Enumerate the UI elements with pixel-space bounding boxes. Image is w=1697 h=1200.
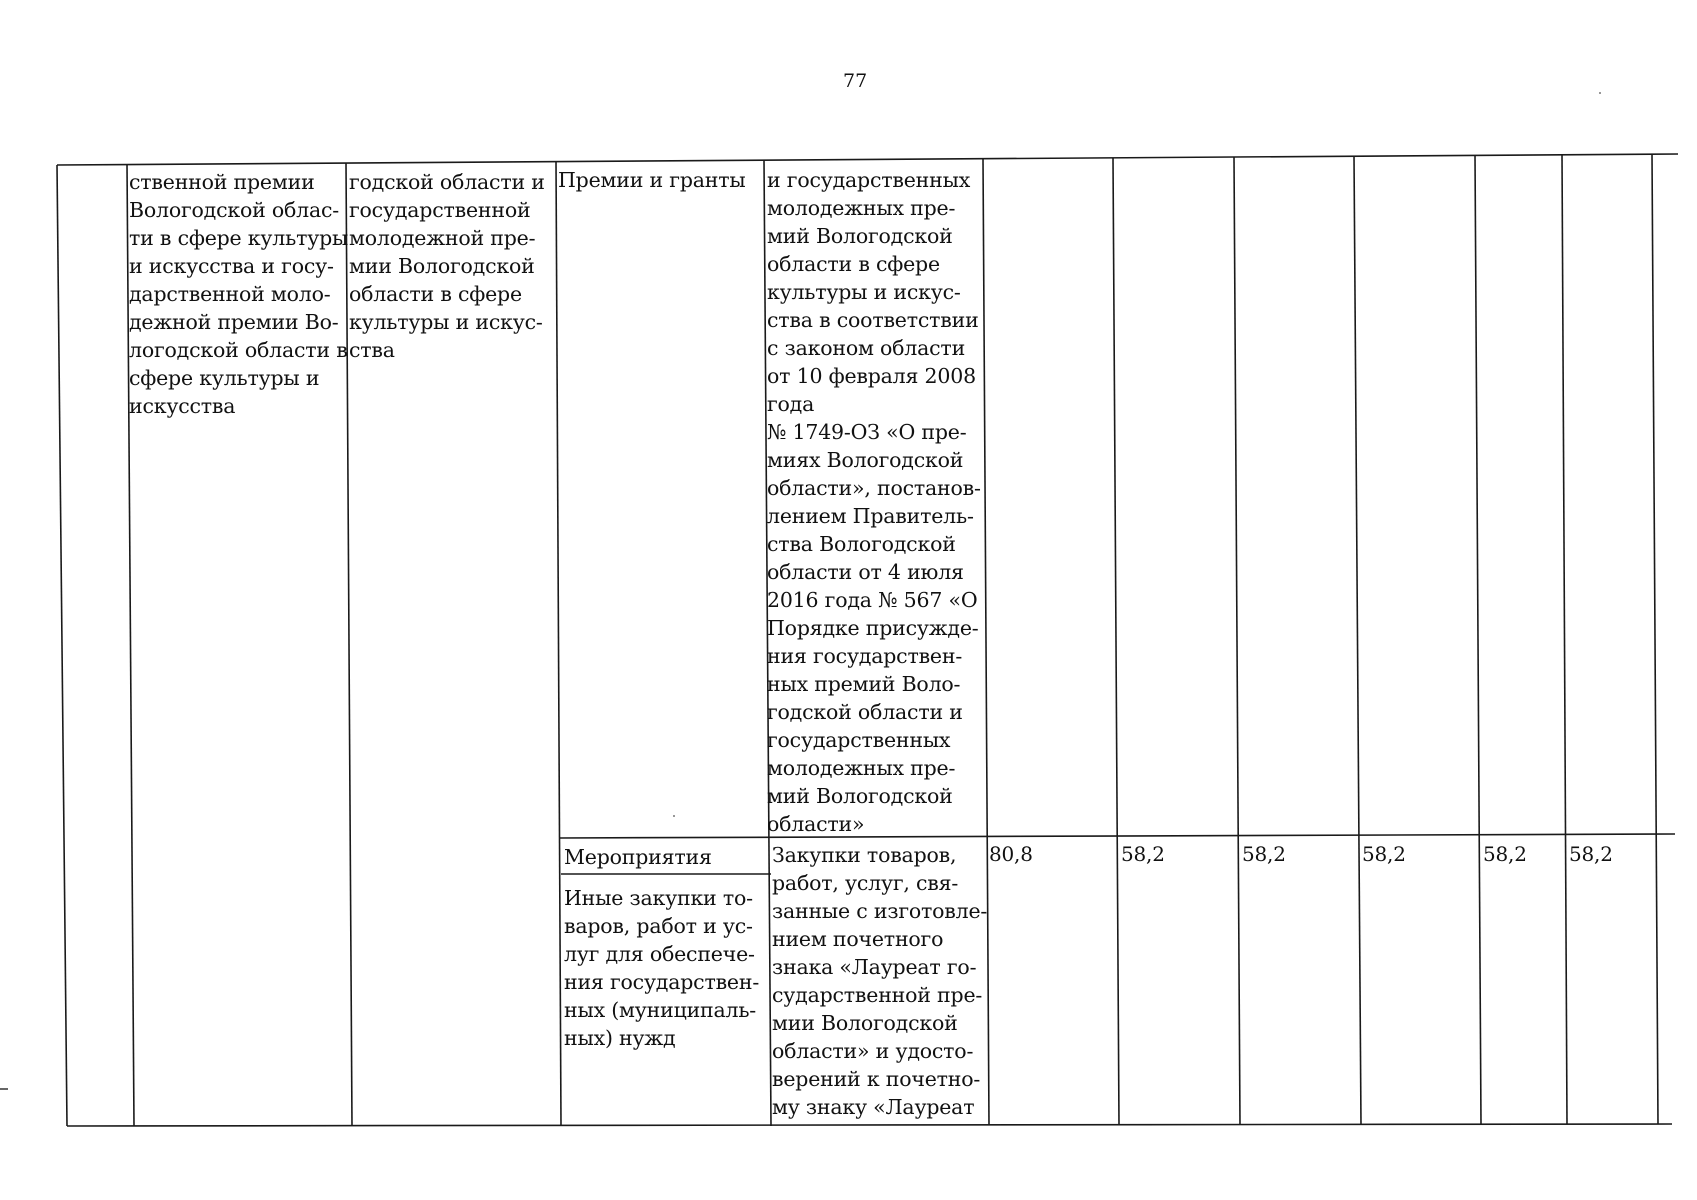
col-line-0 [57, 165, 67, 1126]
col-line-9 [1475, 155, 1481, 1124]
value-cell: 58,2 [1569, 842, 1613, 866]
scan-speck [673, 815, 675, 817]
value-cell: 80,8 [989, 842, 1033, 866]
table-bottom-border [67, 1124, 1672, 1126]
table-top-border [57, 154, 1678, 165]
scan-speck [1599, 92, 1601, 94]
row1-col2-text: ственной премии Вологодской облас- ти в сфере культуры и искусства и госу- дарственной моло- дежной премии Во- логодской области в сфере культуры и искусства [129, 170, 349, 418]
row1-col4-text: Премии и гранты [558, 168, 746, 192]
col-line-8 [1354, 156, 1361, 1125]
value-cell: 58,2 [1121, 842, 1165, 866]
col-line-11 [1652, 154, 1658, 1124]
row1-col3-text: годской области и государственной молодежной пре- мии Вологодской области в сфере культуры и искус- ства [349, 170, 545, 362]
value-cell: 58,2 [1362, 842, 1406, 866]
row2-col4-top-text: Мероприятия [564, 845, 712, 869]
row1-col5-text: и государственных молодежных пре- мий Вологодской области в сфере культуры и искус- ства в соответствии с законом области от 10 февраля 2008 года № 1749-ОЗ «О пре- миях Вологодской области», постанов- лением Правитель- ства Вологодской области от 4 июля 2016 года № 567 «О Порядке присужде- ния государствен- ных премий Воло- годской области и государственных молодежных пре- мий Вологодской области» [767, 168, 981, 836]
col-line-10 [1562, 154, 1567, 1124]
value-cell: 58,2 [1483, 842, 1527, 866]
row2-col4-bottom-text: Иные закупки то- варов, работ и ус- луг для обеспече- ния государствен- ных (муниципаль- ных) нужд [564, 886, 760, 1050]
page-number: 77 [843, 70, 868, 92]
col-line-6 [1113, 158, 1119, 1125]
col-line-3 [556, 161, 561, 1126]
row-divider [559, 834, 1675, 838]
row2-col5-text: Закупки товаров, работ, услуг, свя- занные с изготовле- нием почетного знака «Лауреат го- сударственной пре- мии Вологодской области» и удосто- верений к почетно- му знаку «Лауреат [772, 843, 988, 1119]
col-line-7 [1234, 157, 1240, 1125]
value-cell: 58,2 [1242, 842, 1286, 866]
